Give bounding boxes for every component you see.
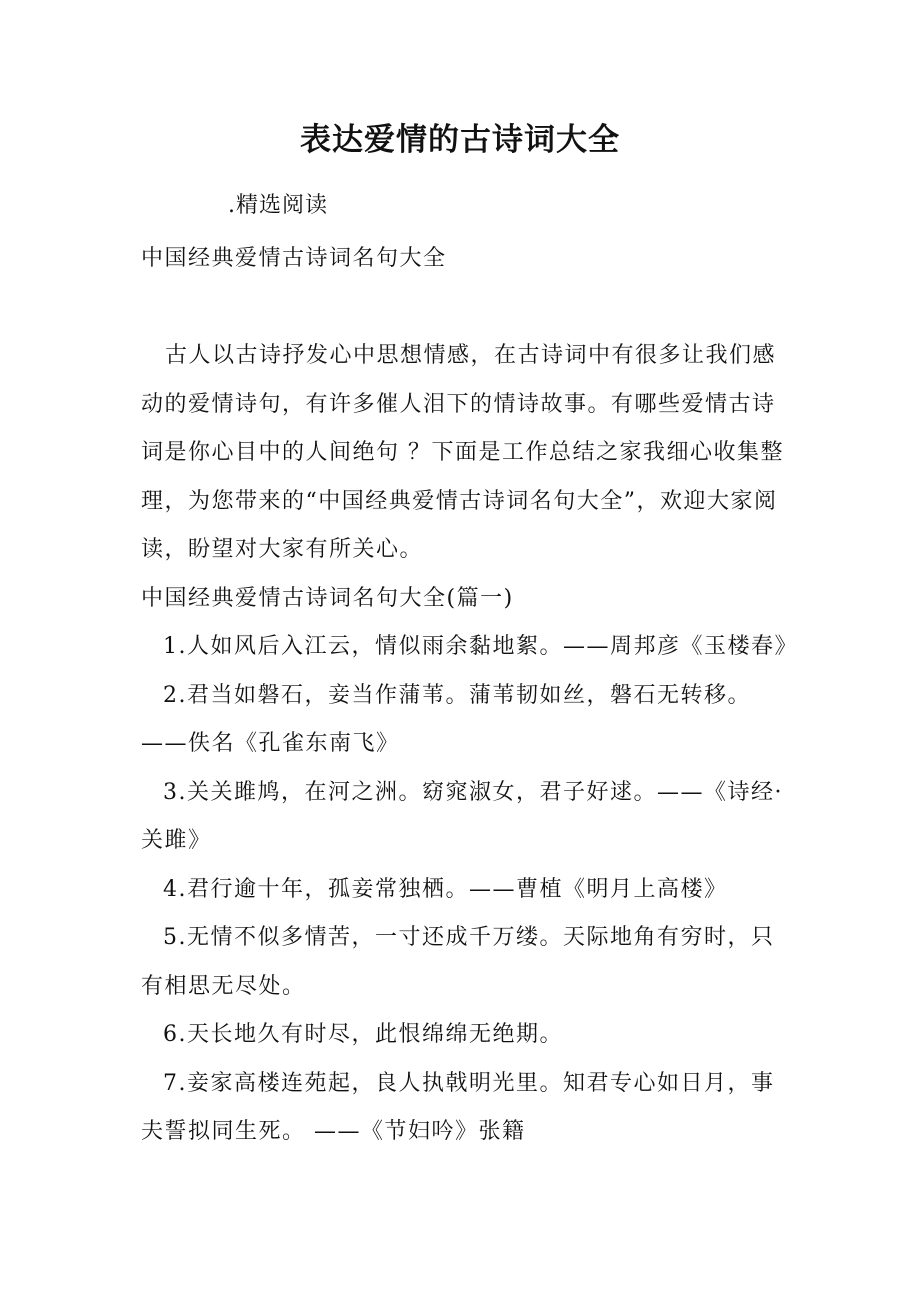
poem-item-3: 3.关关雎鸠，在河之洲。窈窕淑女，君子好逑。——《诗经·关雎》 <box>141 779 783 853</box>
poem-item-1: 1.人如风后入江云，情似雨余黏地絮。——周邦彦《玉楼春》 <box>163 634 798 659</box>
document-subtitle: .精选阅读 <box>228 193 328 218</box>
poem-item-5: 5.无情不似多情苦，一寸还成千万缕。天际地角有穷时，只有相思无尽处。 <box>141 925 775 999</box>
poem-item-6: 6.天长地久有时尽，此恨绵绵无绝期。 <box>163 1022 563 1047</box>
document-body <box>141 235 798 1157</box>
poem-item-4: 4.君行逾十年，孤妾常独栖。——曹植《明月上高楼》 <box>163 876 728 902</box>
article-heading: 中国经典爱情古诗词名句大全 <box>141 246 447 271</box>
blank-line <box>141 284 791 333</box>
poem-item-2: 2.君当如磐石，妾当作蒲苇。蒲苇韧如丝，磐石无转移。——佚名《孔雀东南飞》 <box>141 682 751 756</box>
section-heading: 中国经典爱情古诗词名句大全(篇一) <box>141 585 514 611</box>
document-title: 表达爱情的古诗词大全 <box>300 122 620 158</box>
poem-item-7: 7.妾家高楼连苑起，良人执戟明光里。知君专心如日月，事夫誓拟同生死。 ——《节妇吟》张籍 <box>141 1070 775 1144</box>
intro-paragraph: 古人以古诗抒发心中思想情感，在古诗词中有很多让我们感动的爱情诗句，有许多催人泪下的情诗故事。有哪些爱情古诗词是你心目中的人间绝句 ？下面是工作总结之家我细心收集整理，为您带来的“中国经典爱情古诗词名句大全”，欢迎大家阅读，盼望对大家有所关心。 <box>141 343 784 562</box>
